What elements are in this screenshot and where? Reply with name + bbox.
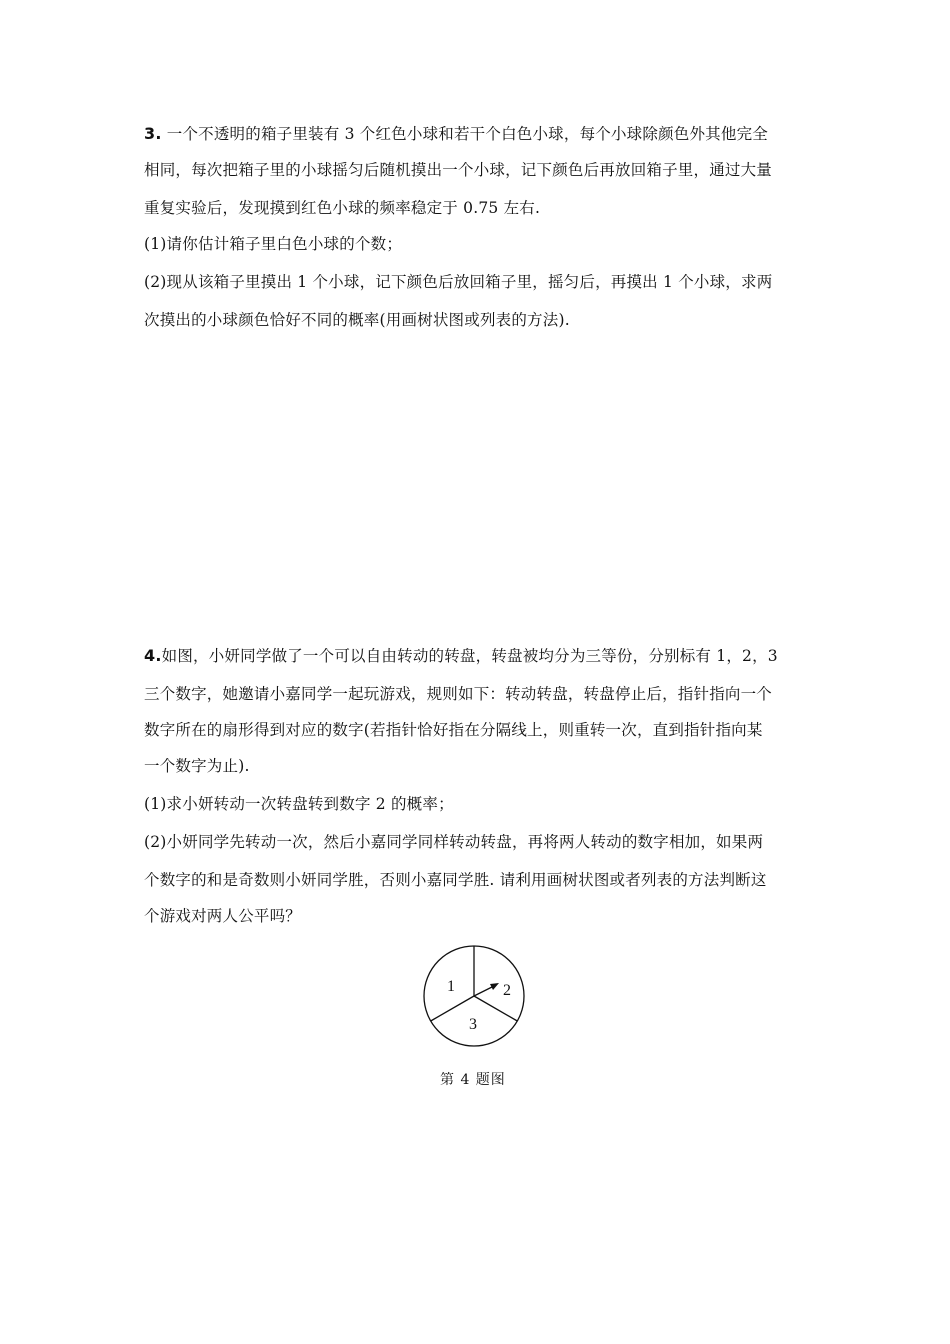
question-4-part-2-line-3: 个游戏对两人公平吗？ — [144, 907, 302, 925]
question-3-line-2: 相同，每次把箱子里的小球摇匀后随机摸出一个小球，记下颜色后再放回箱子里，通过大量 — [144, 161, 773, 179]
question-number: 3. — [144, 124, 162, 143]
question-4-part-2-line-1: (2)小妍同学先转动一次，然后小嘉同学同样转动转盘，再将两人转动的数字相加，如果两 — [144, 833, 764, 851]
question-4-line-4: 一个数字为止). — [144, 757, 250, 775]
question-4-part-1: (1)求小妍转动一次转盘转到数字 2 的概率； — [144, 795, 454, 813]
sector-label-2: 2 — [503, 982, 511, 999]
spinner-diagram — [420, 944, 530, 1050]
question-3-line-1: 3. 一个不透明的箱子里装有 3 个红色小球和若干个白色小球，每个小球除颜色外其他完全 — [144, 124, 768, 143]
question-3-part-2-line-2: 次摸出的小球颜色恰好不同的概率(用画树状图或列表的方法). — [144, 311, 570, 329]
question-number: 4. — [144, 646, 162, 665]
divider-line-right — [474, 996, 517, 1021]
question-4-part-2-line-2: 个数字的和是奇数则小妍同学胜，否则小嘉同学胜. 请利用画树状图或者列表的方法判断这 — [144, 871, 767, 889]
question-4-line-1: 4.如图，小妍同学做了一个可以自由转动的转盘，转盘被均分为三等份，分别标有 1，2，3 — [144, 646, 778, 665]
question-3-part-2-line-1: (2)现从该箱子里摸出 1 个小球，记下颜色后放回箱子里，摇匀后，再摸出 1 个小球，求两 — [144, 273, 773, 291]
question-4-line-3: 数字所在的扇形得到对应的数字(若指针恰好指在分隔线上，则重转一次，直到指针指向某 — [144, 721, 763, 739]
figure-caption: 第 4 题图 — [440, 1072, 506, 1088]
question-4-line-2: 三个数字，她邀请小嘉同学一起玩游戏，规则如下：转动转盘，转盘停止后，指针指向一个 — [144, 685, 773, 703]
question-3-line-3: 重复实验后，发现摸到红色小球的频率稳定于 0.75 左右. — [144, 199, 541, 217]
spinner-figure — [420, 944, 530, 1050]
pointer-arrow-icon — [490, 983, 499, 990]
sector-label-3: 3 — [469, 1016, 477, 1033]
sector-label-1: 1 — [447, 978, 455, 995]
pointer-arrow-shaft — [474, 986, 494, 996]
divider-line-left — [431, 996, 474, 1021]
question-3-part-1: (1)请你估计箱子里白色小球的个数； — [144, 235, 403, 253]
